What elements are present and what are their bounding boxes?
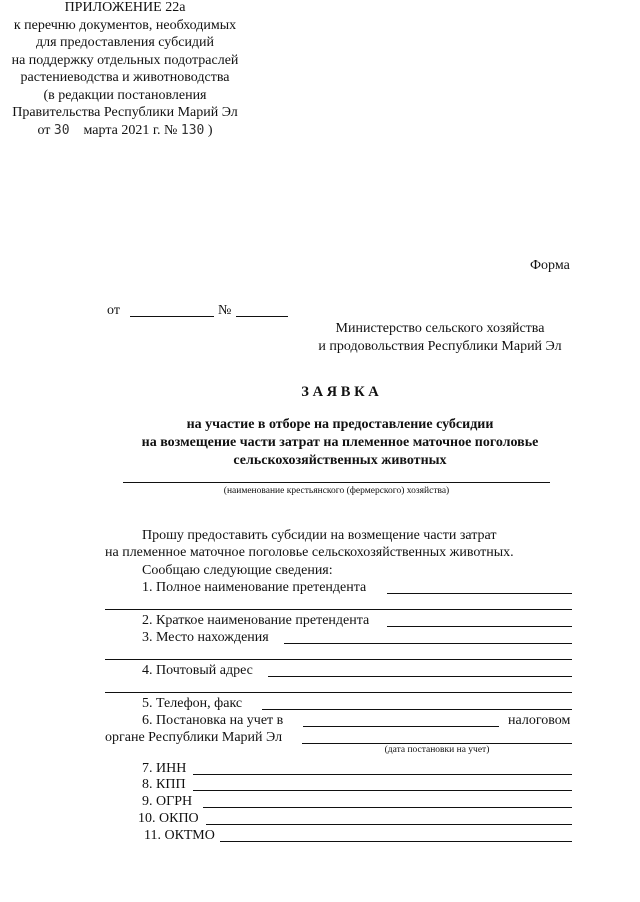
field-1-input-cont[interactable]	[105, 609, 572, 610]
appendix-line: ПРИЛОЖЕНИЕ 22а	[64, 0, 186, 15]
field-10-label: 10. ОКПО	[138, 811, 199, 826]
field-5-label: 5. Телефон, факс	[142, 696, 243, 711]
appendix-line: Правительства Республики Марий Эл	[12, 105, 238, 120]
field-2-input[interactable]	[387, 626, 572, 627]
from-date-field[interactable]	[130, 316, 214, 317]
subtitle-line1: на участие в отборе на предоставление субсидии	[186, 417, 494, 432]
field-6-input[interactable]	[303, 726, 499, 727]
number-label: №	[218, 303, 232, 318]
subtitle-line3: сельскохозяйственных животных	[233, 453, 447, 468]
field-4-input-cont[interactable]	[105, 692, 572, 693]
field-5-input[interactable]	[262, 709, 572, 710]
appendix-line: растениеводства и животноводства	[20, 70, 230, 85]
form-label: Форма	[530, 258, 570, 273]
body-para2: Сообщаю следующие сведения:	[142, 563, 333, 578]
field-9-input[interactable]	[203, 807, 572, 808]
from-label: от	[107, 303, 120, 318]
field-1-input[interactable]	[387, 593, 572, 594]
subtitle-line2: на возмещение части затрат на племенное маточное поголовье	[141, 435, 539, 450]
document-title: З А Я В К А	[301, 384, 379, 400]
appendix-header	[0, 0, 250, 140]
field-7-label: 7. ИНН	[142, 761, 187, 776]
field-4-input[interactable]	[268, 676, 572, 677]
addressee-line2: и продовольствия Республики Марий Эл	[318, 339, 562, 354]
handwritten-day: 30	[53, 122, 70, 138]
appendix-line: на поддержку отдельных подотраслей	[11, 52, 239, 68]
field-2-label: 2. Краткое наименование претендента	[142, 613, 370, 628]
field-8-input[interactable]	[193, 790, 572, 791]
appendix-date-line: от 30 марта 2021 г. № 130 )	[37, 122, 213, 138]
from-number-field[interactable]	[236, 316, 288, 317]
field-4-label: 4. Почтовый адрес	[142, 663, 253, 678]
field-11-input[interactable]	[220, 841, 572, 842]
field-10-input[interactable]	[206, 824, 572, 825]
field-6-label-tail: налоговом	[508, 713, 571, 728]
field-6-caption: (дата постановки на учет)	[384, 745, 490, 755]
appendix-line: к перечню документов, необходимых	[13, 17, 237, 33]
body-para1-line1: Прошу предоставить субсидии на возмещение части затрат	[142, 528, 497, 543]
field-11-label: 11. ОКТМО	[144, 828, 215, 843]
appendix-line: (в редакции постановления	[43, 87, 207, 103]
field-1-label: 1. Полное наименование претендента	[142, 580, 367, 595]
addressee-line1: Министерство сельского хозяйства	[335, 321, 545, 336]
farm-name-field[interactable]	[123, 482, 550, 483]
handwritten-number: 130	[180, 122, 205, 138]
field-6-label: 6. Постановка на учет в	[142, 713, 284, 728]
appendix-line: для предоставления субсидий	[35, 35, 215, 50]
field-3-label: 3. Место нахождения	[142, 630, 269, 645]
field-3-input-cont[interactable]	[105, 659, 572, 660]
field-7-input[interactable]	[193, 774, 572, 775]
farm-name-caption: (наименование крестьянского (фермерского) хозяйства)	[223, 486, 450, 496]
field-3-input[interactable]	[284, 643, 572, 644]
field-8-label: 8. КПП	[142, 777, 186, 792]
body-para1-line2: на племенное маточное поголовье сельскохозяйственных животных.	[105, 545, 514, 560]
field-6-label-cont: органе Республики Марий Эл	[105, 730, 283, 745]
field-6-date-input[interactable]	[302, 743, 572, 744]
field-9-label: 9. ОГРН	[142, 794, 193, 809]
